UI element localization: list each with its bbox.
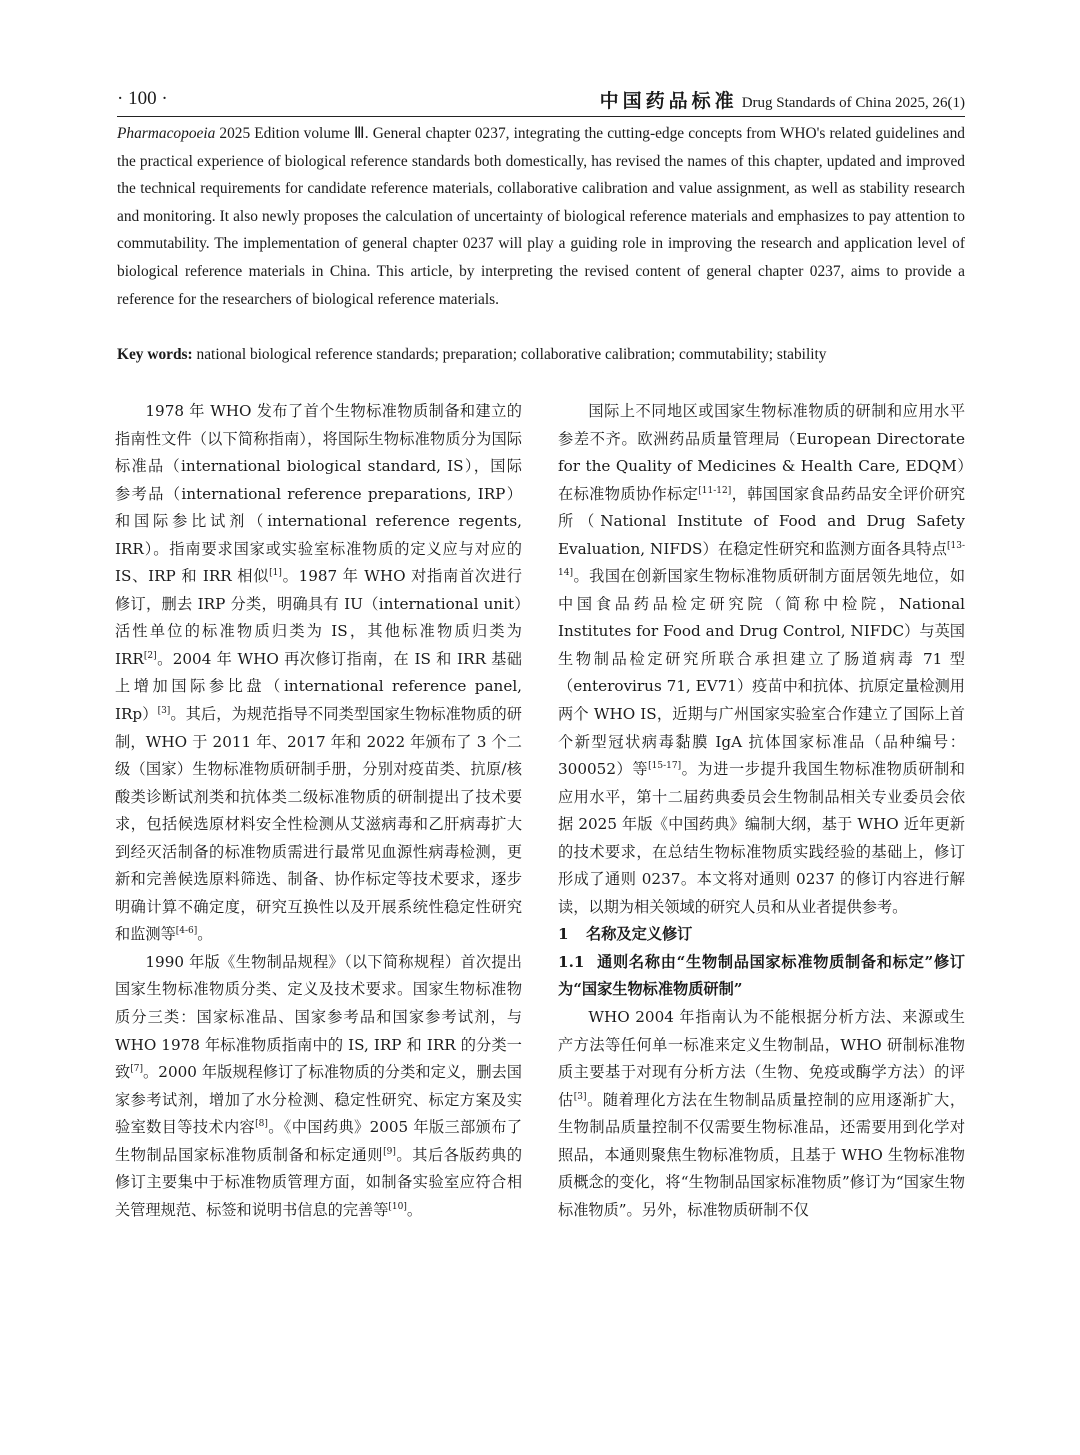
abstract-italic-lead: Pharmacopoeia — [117, 125, 216, 142]
paragraph — [558, 1004, 965, 1224]
subsection-number: 1.1 — [558, 952, 585, 971]
paragraph-text: 。为进一步提升我国生物标准物质研制和应用水平，第十二届药典委员会生物制品相关专业委员会依据 2025 年版《中国药典》编制大纲，基于 WHO 近年更新的技术要求，在总结生物标准物质实践经验的基础上，修订形成了通则 0237。本文将对通则 0237 的修订内容进行解读，以期为相关领域的研究人员和从业者提供参考。 — [558, 760, 965, 916]
paragraph — [115, 398, 522, 949]
journal-title-en: Drug Standards of China 2025, 26(1) — [741, 95, 965, 111]
subsection-heading — [558, 949, 965, 1004]
paragraph-text: 。 — [197, 925, 213, 944]
citation: [3] — [157, 705, 171, 716]
paragraph-text: 。其后，为规范指导不同类型国家生物标准物质的研制，WHO 于 2011 年、2017 年和 2022 年颁布了 3 个二级（国家）生物标准物质研制手册，分别对疫苗类、抗原/核酸类诊断试剂类和抗体类二级标准物质的研制提出了技术要求，包括候选原材料安全性检测从艾滋病毒和乙肝病毒扩大到经灭活制备的标准物质需进行最常见血源性病毒检测，更新和完善候选原料筛选、制备、协作标定等技术要求，逐步明确计算不确定度，研究互换性以及开展系统性稳定性研究和监测等 — [115, 705, 522, 944]
left-column — [115, 398, 522, 1224]
citation: [3] — [573, 1091, 587, 1102]
paragraph — [558, 398, 965, 921]
citation: [11-12] — [698, 485, 732, 496]
paragraph-text: 。随着理化方法在生物制品质量控制的应用逐渐扩大，生物制品质量控制不仅需要生物标准品，还需要用到化学对照品，本通则聚焦生物标准物质，且基于 WHO 生物标准物质概念的变化，将“生物制品国家标准物质”修订为“国家生物标准物质”。另外，标准物质研制不仅 — [558, 1090, 966, 1219]
running-header — [117, 86, 965, 117]
paragraph-text: 。1987 年 WHO 对指南首次进行修订，删去 IRP 分类，明确具有 IU（international unit）活性单位的标准物质归类为 IS，其他标准物质归类为 IRR — [115, 567, 522, 668]
citation: [8] — [255, 1119, 268, 1130]
journal-title-cn: 中国药品标准 — [599, 90, 738, 112]
paragraph-text: 。《中国药典》2005 年版三部颁布了生物制品国家标准物质制备和标定通则 — [115, 1118, 523, 1164]
citation: [10] — [388, 1201, 407, 1212]
section-heading — [558, 921, 965, 949]
citation: [7] — [130, 1064, 143, 1075]
paragraph-text: 。其后各版药典的修订主要集中于标准物质管理方面，如制备实验室应符合相关管理规范、标签和说明书信息的完善等 — [115, 1145, 523, 1219]
subsection-title: 通则名称由“生物制品国家标准物质制备和标定”修订为“国家生物标准物质研制” — [558, 952, 965, 999]
right-column — [558, 398, 965, 1224]
citation: [13-14] — [558, 540, 965, 579]
english-abstract — [117, 120, 965, 313]
citation: [1] — [269, 568, 282, 579]
keywords-text: national biological reference standards; preparation; collaborative calibration; commutability; stability — [192, 346, 827, 363]
citation: [15-17] — [648, 761, 682, 772]
paragraph-text: 。我国在创新国家生物标准物质研制方面居领先地位，如中国食品药品检定研究院（简称中检院，National Institutes for Food and Drug Control, NIFDC）与英国生物制品检定研究所联合承担建立了肠道病毒 71 型（enterovirus 71, EV71）疫苗中和抗体、抗原定量检测用两个 WHO IS，近期与广州国家实验室合作建立了国际上首个新型冠状病毒黏膜 IgA 抗体国家标准品（品种编号：300052）等 — [558, 567, 965, 779]
page-number: · 100 · — [117, 88, 168, 109]
paragraph-text: 1990 年版《生物制品规程》（以下简称规程）首次提出国家生物标准物质分类、定义及技术要求。国家生物标准物质分三类：国家标准品、国家参考品和国家参考试剂，与 WHO 1978 年标准物质指南中的 IS, IRP 和 IRR 的分类一致 — [115, 952, 522, 1082]
paragraph — [115, 949, 522, 1224]
section-title: 名称及定义修订 — [586, 925, 693, 944]
paragraph-text: 。 — [406, 1200, 423, 1219]
paragraph-text: WHO 2004 年指南认为不能根据分析方法、来源或生产方法等任何单一标准来定义生物制品，WHO 研制标准物质主要基于对现有分析方法（生物、免疫或酶学方法）的评估 — [558, 1008, 965, 1109]
citation: [9] — [383, 1146, 396, 1157]
citation: [4-6] — [175, 926, 198, 937]
journal-title — [600, 86, 965, 113]
abstract-text: 2025 Edition volume Ⅲ. General chapter 0237, integrating the cutting-edge concepts from WHO's related guidelines and the practical experience of biological reference standards both domestically, has revised the names of this chapter, updated and improved the technical requirements for candidate reference materials, collaborative calibration and value assignment, as well as stability research and monitoring. It also newly proposes the calculation of uncertainty of biological reference materials and emphasizes to pay attention to commutability. The implementation of general chapter 0237 will play a guiding role in improving the research and application level of biological reference materials in China. This article, by interpreting the revised content of general chapter 0237, aims to provide a reference for the researchers of biological reference materials. — [117, 125, 965, 308]
keywords-line — [117, 342, 965, 368]
citation: [2] — [143, 650, 157, 661]
paragraph-text: 国际上不同地区或国家生物标准物质的研制和应用水平参差不齐。欧洲药品质量管理局（European Directorate for the Quality of Medicines & Health Care, EDQM）在标准物质协作标定 — [558, 402, 965, 503]
paragraph-text: 。2004 年 WHO 再次修订指南，在 IS 和 IRR 基础上增加国际参比盘（international reference panel, IRp） — [115, 649, 522, 724]
section-number: 1 — [558, 925, 569, 944]
paragraph-text: 。2000 年版规程修订了标准物质的分类和定义，删去国家参考试剂，增加了水分检测、稳定性研究、标定方案及实验室数目等技术内容 — [115, 1063, 522, 1137]
paragraph-text: 1978 年 WHO 发布了首个生物标准物质制备和建立的指南性文件（以下简称指南），将国际生物标准物质分为国际标准品（international biological standard, IS），国际参考品（international reference preparations, IRP）和国际参比试剂（international reference regents, IRR）。指南要求国家或实验室标准物质的定义应与对应的 IS、IRP 和 IRR 相似 — [115, 402, 522, 586]
keywords-label: Key words: — [117, 346, 193, 363]
paragraph-text: ，韩国国家食品药品安全评价研究所（National Institute of Food and Drug Safety Evaluation, NIFDS）在稳定性研究和监测方面各具特点 — [558, 484, 966, 558]
